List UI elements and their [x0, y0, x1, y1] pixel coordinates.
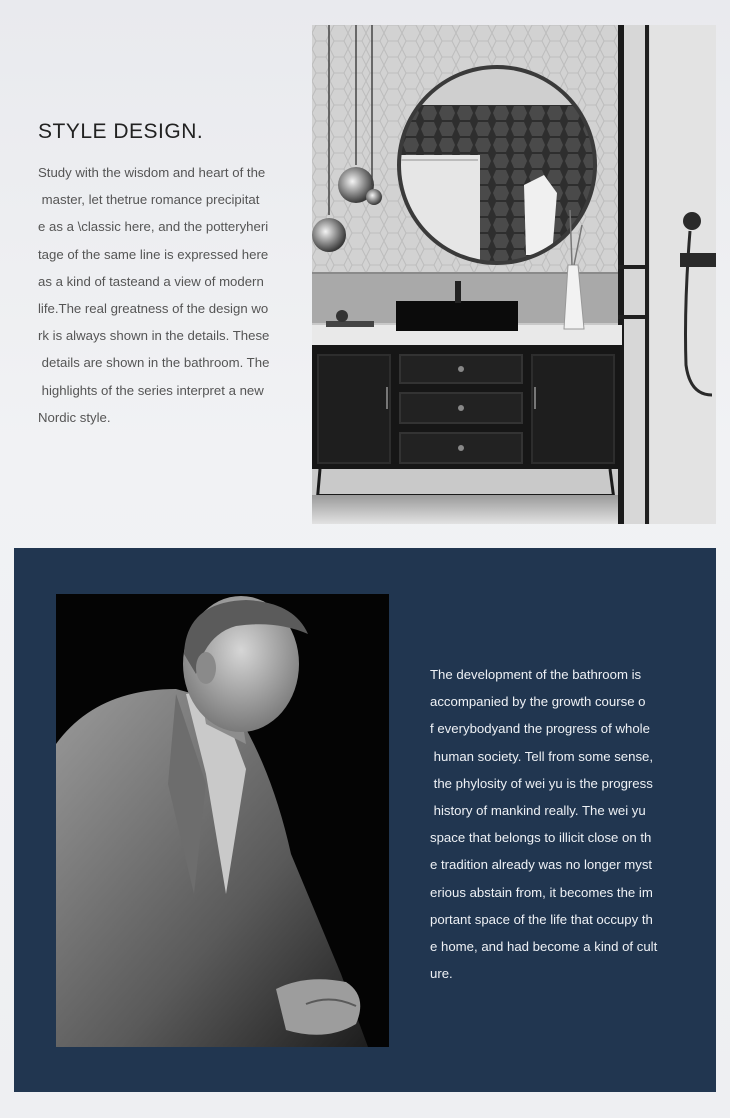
style-line: e as a \classic here, and the potteryheri — [38, 219, 269, 235]
development-line: accompanied by the growth course o — [430, 694, 646, 710]
style-line: tage of the same line is expressed here — [38, 246, 269, 262]
development-line: human society. Tell from some sense, — [430, 748, 654, 764]
development-line: f everybodyand the progress of whole — [430, 721, 650, 737]
style-line: rk is always shown in the details. These — [38, 328, 270, 344]
style-line: highlights of the series interpret a new — [38, 382, 264, 398]
development-paragraph — [430, 664, 670, 990]
development-line: portant space of the life that occupy th — [430, 911, 653, 927]
style-line: Nordic style. — [38, 409, 111, 425]
style-design-paragraph — [38, 162, 288, 434]
style-line: life.The real greatness of the design wo — [38, 300, 269, 316]
style-line: master, let thetrue romance precipitat — [38, 192, 260, 208]
development-line: e tradition already was no longer myst — [430, 857, 653, 873]
style-line: as a kind of tasteand a view of modern — [38, 273, 264, 289]
development-line: history of mankind really. The wei yu — [430, 802, 646, 818]
style-line: details are shown in the bathroom. The — [38, 355, 270, 371]
development-line: erious abstain from, it becomes the im — [430, 884, 653, 900]
bathroom-photo — [312, 25, 716, 524]
development-line: e home, and had become a kind of cult — [430, 938, 658, 954]
style-line: Study with the wisdom and heart of the — [38, 165, 266, 180]
development-line: the phylosity of wei yu is the progress — [430, 775, 653, 791]
style-design-title: STYLE DESIGN. — [38, 120, 204, 143]
bathroom-illustration — [312, 25, 716, 524]
development-line: The development of the bathroom is — [430, 667, 642, 682]
portrait-illustration — [56, 594, 389, 1047]
development-line: ure. — [430, 966, 453, 982]
development-line: space that belongs to illicit close on th — [430, 830, 652, 846]
portrait-photo — [56, 594, 389, 1047]
